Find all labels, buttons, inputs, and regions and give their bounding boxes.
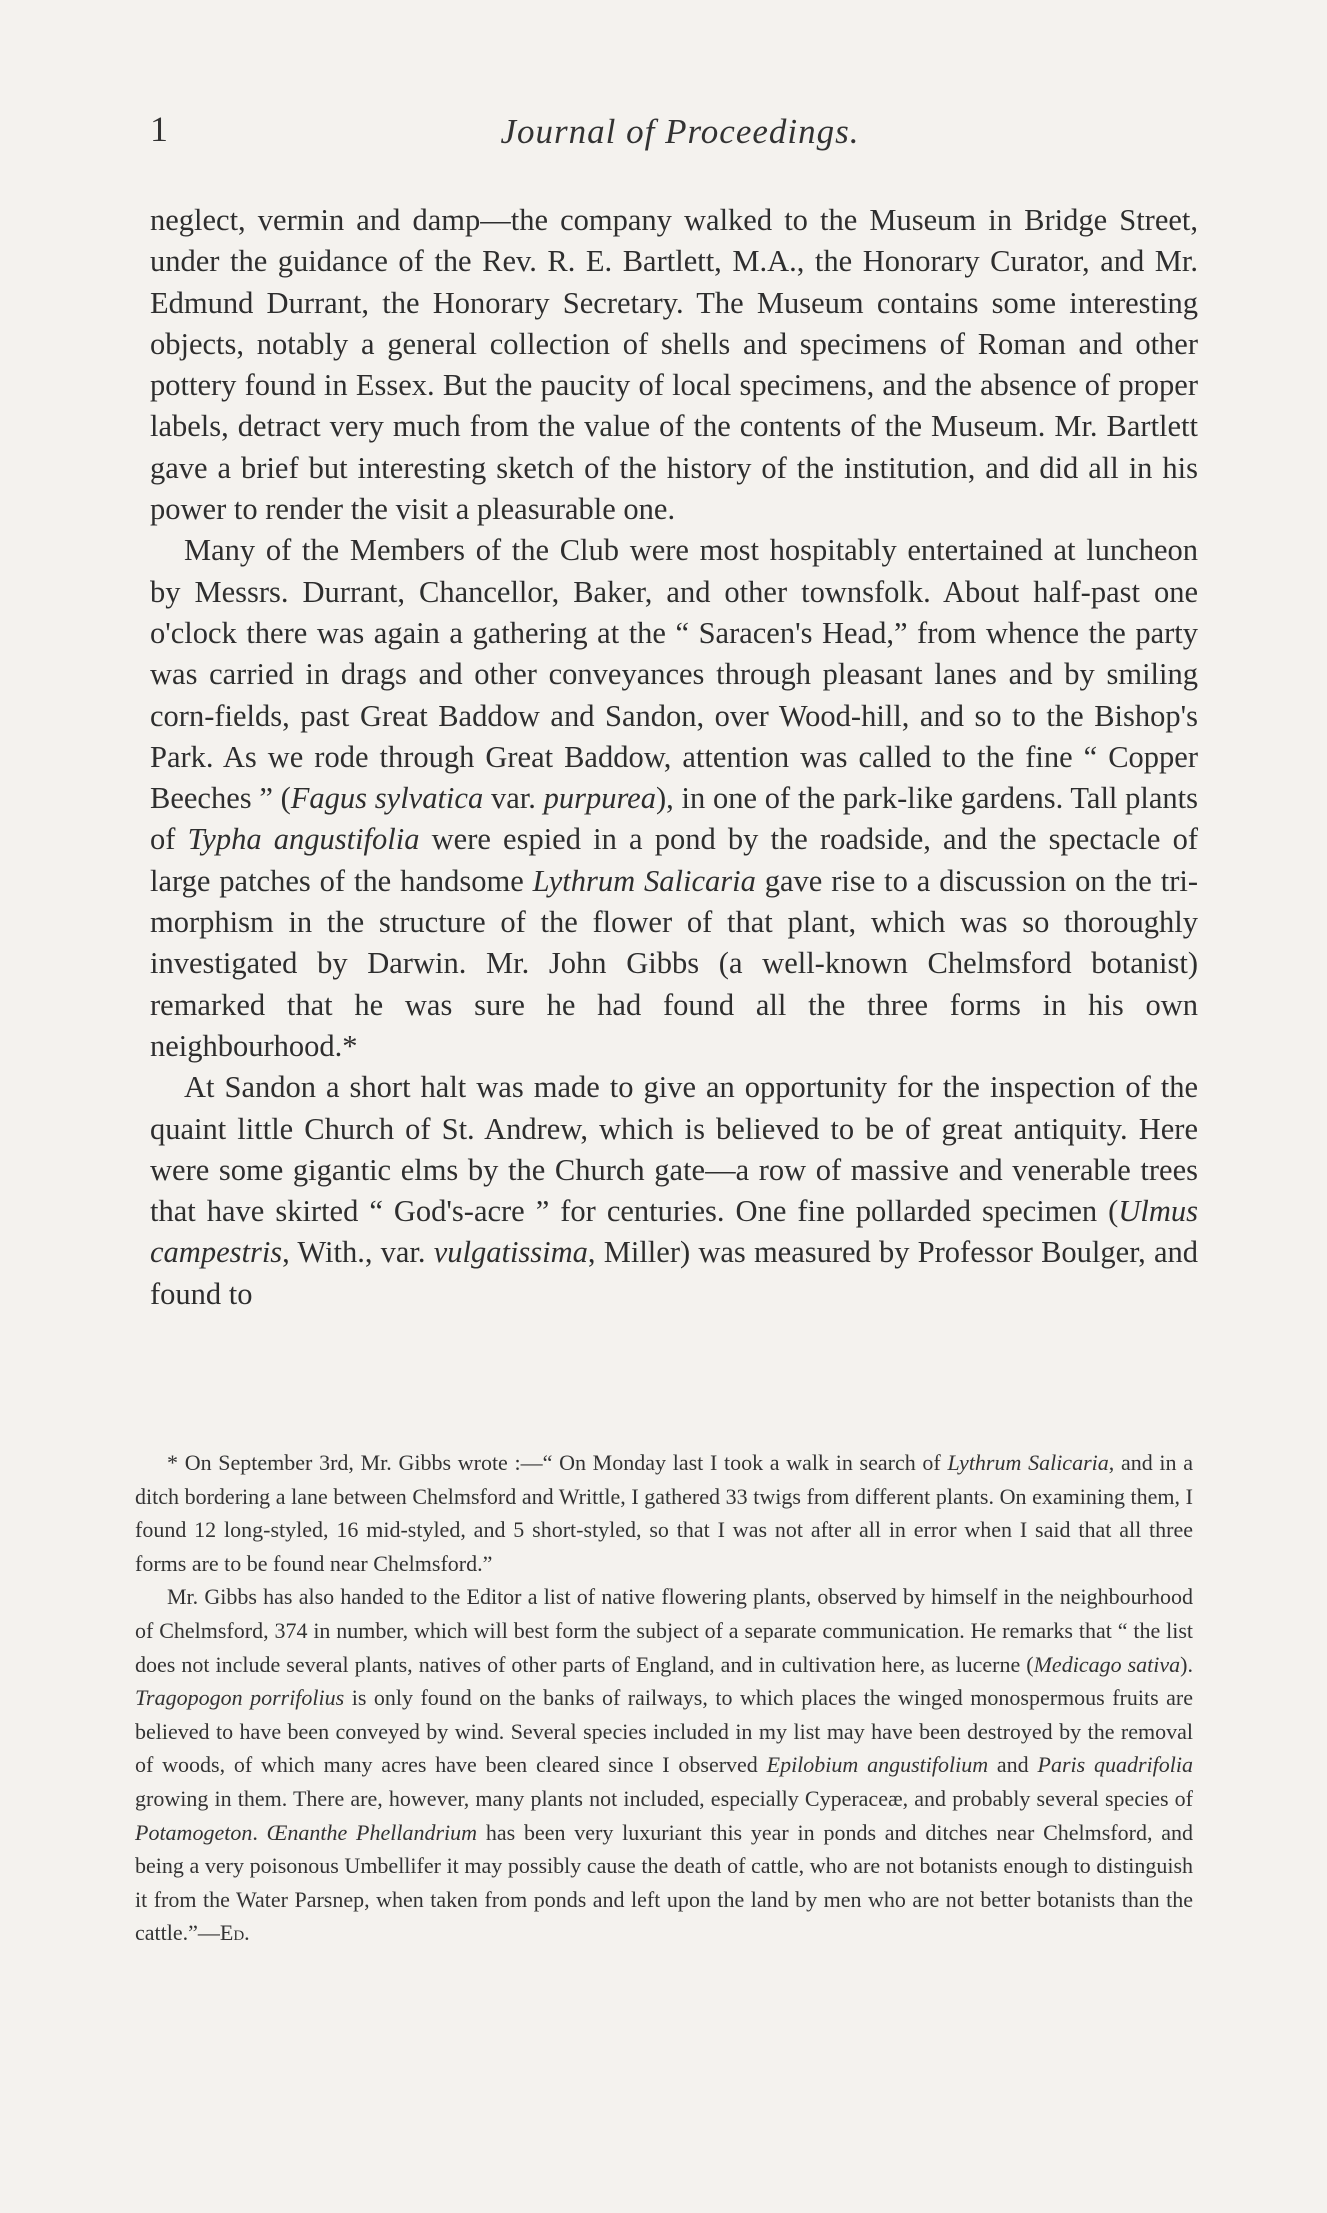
- footnote-1-text-b: , and in a ditch bordering a lane between Chelmsford and Writtle, I gathered 33 twigs from different plants. On examining them, I found 12 long-styled, 16 mid-styled, and 5 short-styled, so that I was not after all in error when I said that all three forms are to be found near Chelmsford.”: [135, 1450, 1193, 1576]
- paragraph-1: [150, 200, 1198, 530]
- paragraph-3-text-b: , With., var.: [282, 1235, 434, 1270]
- species-name: Lythrum Salicaria: [532, 863, 756, 898]
- paragraph-2-text-b: var.: [483, 781, 544, 816]
- main-text: [150, 200, 1198, 1315]
- variety-name: purpurea: [543, 781, 656, 816]
- paragraph-2-text-a: Many of the Members of the Club were most hospitably entertained at luncheon by Messrs. Durrant, Chancellor, Baker, and other townsfolk. About half-past one o'clock there was again a gathering at the “ Saracen's Head,” from whence the party was carried in drags and other conveyances through pleasant lanes and by smiling corn-fields, past Great Baddow and Sandon, over Wood-hill, and so to the Bishop's Park. As we rode through Great Baddow, attention was called to the fine “ Copper Beeches ” (: [150, 533, 1198, 816]
- paragraph-3-text-c: , Miller) was measured by Professor Boulger, and found to: [150, 1235, 1198, 1311]
- footnote-2: [135, 1580, 1193, 1950]
- footnote-2-text-a: Mr. Gibbs has also handed to the Editor a list of native flowering plants, observed by himself in the neighbourhood of Chelmsford, 374 in number, which will best form the subject of a separate communication. He remarks that “ the list does not include several plants, natives of other parts of England, and in cultivation here, as lucerne (: [135, 1584, 1193, 1677]
- species-name: Medicago sativa: [1033, 1651, 1181, 1677]
- footnote-2-text-c: is only found on the banks of railways, to which places the winged monospermous fruits are believed to have been conveyed by wind. Several species included in my list may have been destroyed by the removal of woods, of which many acres have been cleared since I observed: [135, 1685, 1194, 1778]
- species-name: Ulmus campestris: [150, 1194, 1198, 1270]
- species-name: Œnanthe Phellandrium: [266, 1819, 478, 1845]
- species-name: Fagus sylvatica: [290, 781, 484, 816]
- page-header: [150, 108, 1210, 168]
- paragraph-1-text: neglect, vermin and damp—the company walked to the Museum in Bridge Street, under the guidance of the Rev. R. E. Bartlett, M.A., the Honorary Curator, and Mr. Edmund Durrant, the Honorary Secretary. The Museum contains some interesting objects, notably a general collection of shells and specimens of Roman and other pottery found in Essex. But the paucity of local specimens, and the absence of proper labels, detract very much from the value of the contents of the Museum. Mr. Bartlett gave a brief but interesting sketch of the history of the institution, and did all in his power to render the visit a pleasurable one.: [150, 203, 1198, 527]
- footnote-2-text-f: .: [252, 1819, 267, 1845]
- paragraph-2-text-c: ), in one of the park-like gardens. Tall plants of: [150, 781, 1198, 857]
- variety-name: vulgatissima: [433, 1235, 588, 1270]
- footnote-2-text-g: has been very luxuriant this year in ponds and ditches near Chelmsford, and being a very poisonous Umbellifer it may possibly cause the death of cattle, who are not botanists enough to distinguish it from the Water Parsnep, when taken from ponds and left upon the land by men who are not better botanists than the cattle.”—: [135, 1819, 1193, 1946]
- footnote-2-text-b: ).: [1180, 1651, 1193, 1677]
- editor-signature: Ed.: [219, 1920, 250, 1946]
- species-name: Tragopogon porrifolius: [135, 1685, 345, 1711]
- footnote-1-text-a: * On September 3rd, Mr. Gibbs wrote :—“ On Monday last I took a walk in search of: [167, 1450, 948, 1475]
- genus-name: Potamogeton: [135, 1819, 253, 1845]
- footnotes: [135, 1446, 1193, 1950]
- footnote-2-text-e: growing in them. There are, however, many plants not included, especially Cyperaceæ, and probably several species of: [135, 1785, 1193, 1811]
- species-name: Paris quadrifolia: [1037, 1752, 1193, 1778]
- page-number: 1: [150, 109, 168, 149]
- footnote-1: [135, 1446, 1193, 1580]
- paragraph-2-text-e: gave rise to a discussion on the tri-morphism in the structure of the flower of that plant, which was so thoroughly investigated by Darwin. Mr. John Gibbs (a well-known Chelmsford botanist) remarked that he was sure he had found all the three forms in his own neighbourhood.*: [150, 863, 1198, 1063]
- species-name: Lythrum Salicaria: [947, 1450, 1109, 1475]
- footnote-2-text-d: and: [988, 1752, 1038, 1778]
- paragraph-2: [150, 530, 1198, 1067]
- species-name: Epilobium angustifolium: [766, 1752, 989, 1778]
- species-name: Typha angustifolia: [187, 822, 420, 857]
- paragraph-2-text-d: were espied in a pond by the roadside, and the spectacle of large patches of the handsome: [150, 822, 1198, 898]
- running-title: Journal of Proceedings.: [500, 112, 860, 151]
- paragraph-3-text-a: At Sandon a short halt was made to give an opportunity for the inspection of the quaint little Church of St. Andrew, which is believed to be of great antiquity. Here were some gigantic elms by the Church gate—a row of massive and venerable trees that have skirted “ God's-acre ” for centuries. One fine pollarded specimen (: [150, 1070, 1198, 1229]
- paragraph-3: [150, 1067, 1198, 1315]
